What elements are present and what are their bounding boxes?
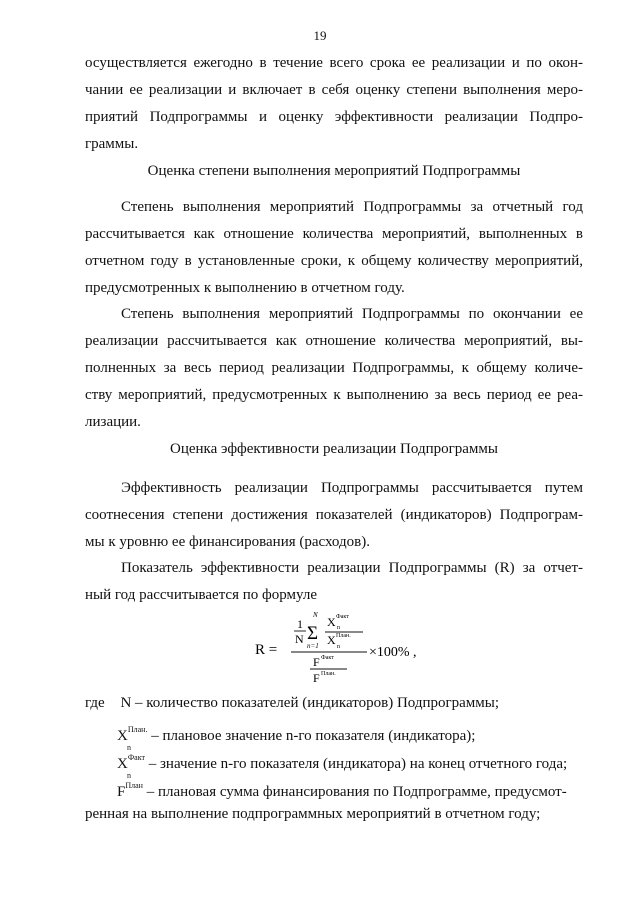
text-line: Степень выполнения мероприятий Подпрограммы за отчетный год bbox=[121, 199, 583, 215]
definition-text: – значение n-го показателя (индикатора) на конец отчетного года; bbox=[145, 756, 568, 772]
definition-text: – плановая сумма финансирования по Подпрограмме, предусмот- bbox=[142, 784, 567, 800]
text-line: предусмотренных к выполнению в отчетном году. bbox=[85, 280, 405, 296]
formula-x-fact-sup: Факт bbox=[336, 614, 349, 620]
formula-suffix: ×100% , bbox=[369, 645, 417, 660]
text-line: реализации рассчитывается как отношение количества мероприятий, вы- bbox=[85, 333, 583, 349]
sum-upper-limit: N bbox=[313, 611, 318, 619]
page-number: 19 bbox=[313, 28, 327, 43]
definition-text: – плановое значение n-го показателя (индикатора); bbox=[147, 728, 476, 744]
symbol-sup: Факт bbox=[127, 753, 145, 762]
symbol-sub: n bbox=[127, 771, 131, 780]
definition-n bbox=[85, 690, 583, 717]
paragraph-intro bbox=[85, 50, 583, 158]
formula-x-fact: X bbox=[327, 615, 336, 629]
text-line: ный год рассчитывается по формуле bbox=[85, 587, 317, 603]
text-line: граммы. bbox=[85, 136, 139, 152]
sigma-symbol: Σ bbox=[307, 623, 319, 644]
paragraph-yearly-completion bbox=[85, 194, 583, 302]
text-line: лизации. bbox=[85, 414, 141, 430]
formula-f-plan: F bbox=[313, 671, 320, 685]
formula-x-plan: X bbox=[327, 633, 336, 647]
text-line: полненных за весь период реализации Подпрограммы, к общему количе- bbox=[85, 360, 583, 376]
text-line: рассчитывается как отношение количества мероприятий, выполненных в bbox=[85, 226, 583, 242]
symbol-sup: План bbox=[125, 781, 143, 790]
text-line: ству мероприятий, предусмотренных к выполнению за весь период ее реа- bbox=[85, 387, 583, 403]
formula-f-plan-sup: План. bbox=[321, 671, 336, 677]
paragraph-formula-intro bbox=[85, 555, 583, 609]
text-line: соотнесения степени достижения показателей (индикаторов) Подпрограм- bbox=[85, 507, 583, 523]
text-line: осуществляется ежегодно в течение всего срока ее реализации и по окон- bbox=[85, 55, 583, 71]
efficiency-formula bbox=[255, 608, 455, 686]
text-line: Показатель эффективности реализации Подпрограммы (R) за отчет- bbox=[121, 560, 583, 576]
section-heading-efficiency: Оценка эффективности реализации Подпрограммы bbox=[169, 441, 498, 457]
formula-N: N bbox=[295, 632, 304, 646]
where-word: где bbox=[85, 695, 105, 711]
definition-text: N – количество показателей (индикаторов) Подпрограммы; bbox=[120, 695, 500, 711]
section-heading-completion: Оценка степени выполнения мероприятий Подпрограммы bbox=[147, 163, 521, 179]
formula-definitions bbox=[85, 690, 583, 840]
text-line: чании ее реализации и включает в себя оценку степени выполнения меро- bbox=[85, 82, 583, 98]
text-line: приятий Подпрограммы и оценку эффективности реализации Подпро- bbox=[85, 109, 583, 125]
symbol-sub: n bbox=[127, 743, 131, 752]
symbol-letter: F bbox=[117, 784, 126, 800]
formula-x-plan-sub: n bbox=[337, 644, 340, 650]
formula-x-plan-sup: План. bbox=[336, 633, 351, 639]
symbol-sup: План. bbox=[127, 725, 148, 734]
symbol-letter: X bbox=[117, 756, 128, 772]
sum-lower-limit: n=1 bbox=[307, 642, 319, 650]
symbol-letter: X bbox=[117, 728, 128, 744]
formula-lhs: R = bbox=[255, 642, 278, 658]
text-line: Степень выполнения мероприятий Подпрограммы по окончании ее bbox=[121, 306, 583, 322]
paragraph-efficiency bbox=[85, 475, 583, 556]
formula-one: 1 bbox=[297, 617, 303, 631]
paragraph-final-completion bbox=[85, 301, 583, 436]
definition-f-plan-cont: ренная на выполнение подпрограммных мероприятий в отчетном году; bbox=[85, 806, 541, 822]
text-line: мы к уровню ее финансирования (расходов). bbox=[85, 534, 370, 550]
text-line: отчетном году в установленные сроки, к общему количеству мероприятий, bbox=[85, 253, 583, 269]
text-line: Эффективность реализации Подпрограммы рассчитывается путем bbox=[121, 480, 583, 496]
formula-f-fact-sup: Факт bbox=[321, 655, 334, 661]
formula-f-fact: F bbox=[313, 655, 320, 669]
formula-x-fact-sub: n bbox=[337, 625, 340, 631]
